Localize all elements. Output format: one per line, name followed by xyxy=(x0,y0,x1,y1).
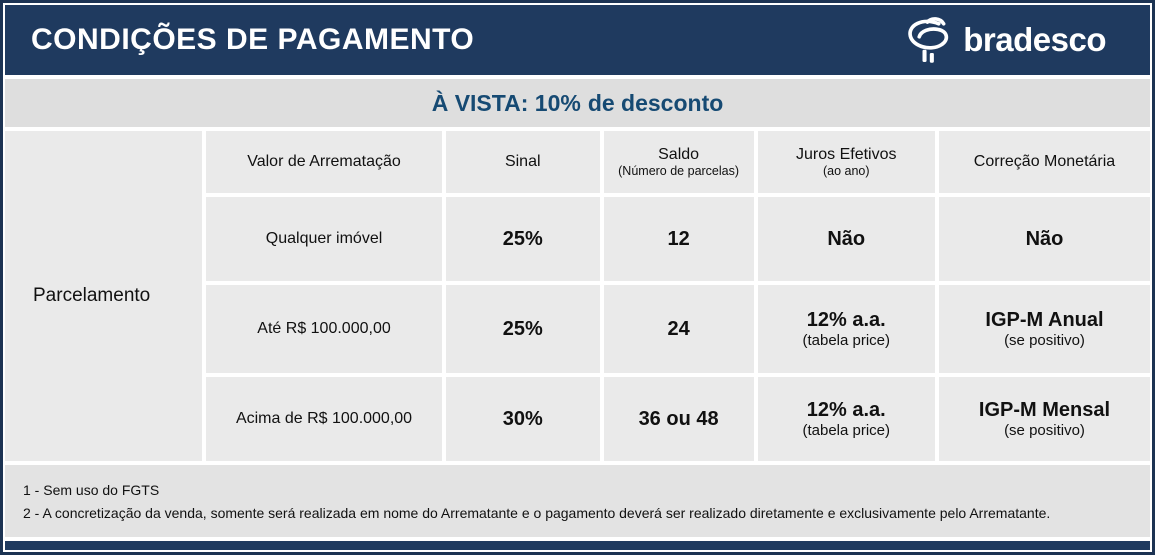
cell-juros-row3 xyxy=(758,377,935,461)
cell-value: IGP-M Anual xyxy=(985,309,1104,331)
cell-sinal-row2: 25% xyxy=(446,285,600,373)
cell-correcao-row3 xyxy=(939,377,1150,461)
cell-correcao-row2 xyxy=(939,285,1150,373)
column-header-sinal xyxy=(446,131,600,193)
row-label-parcelamento: Parcelamento xyxy=(5,131,202,461)
cell-valor-ate-100k: Até R$ 100.000,00 xyxy=(206,285,442,373)
cell-saldo-row3: 36 ou 48 xyxy=(604,377,754,461)
header-bar xyxy=(5,5,1150,75)
footnote-1: 1 - Sem uso do FGTS xyxy=(23,481,160,498)
cell-subvalue: (tabela price) xyxy=(802,332,891,349)
cell-saldo-row2: 24 xyxy=(604,285,754,373)
bottom-navy-bar xyxy=(5,541,1150,550)
cell-valor-qualquer-imovel: Qualquer imóvel xyxy=(206,197,442,281)
cell-subvalue: (tabela price) xyxy=(802,422,891,439)
column-header-label: Correção Monetária xyxy=(973,152,1116,170)
cell-valor-acima-100k: Acima de R$ 100.000,00 xyxy=(206,377,442,461)
cell-value: 12% a.a. xyxy=(806,309,886,331)
cell-juros-row2 xyxy=(758,285,935,373)
banner-strong-text: À VISTA: 10% xyxy=(431,89,581,116)
column-header-saldo xyxy=(604,131,754,193)
cell-subvalue: (se positivo) xyxy=(1004,422,1085,439)
footnote-2: 2 - A concretização da venda, somente será realizada em nome do Arrematante e o pagamento deverá ser realizado diretamente e exclusivamente pelo Arrematante. xyxy=(23,504,1051,521)
cell-sinal-row1: 25% xyxy=(446,197,600,281)
column-header-juros xyxy=(758,131,935,193)
cell-value: 12% a.a. xyxy=(806,399,886,421)
column-header-label: Valor de Arrematação xyxy=(247,152,401,170)
banner-rest-text: de desconto xyxy=(587,89,724,116)
column-header-sublabel: (Número de parcelas) xyxy=(618,164,740,178)
bradesco-tree-icon xyxy=(903,14,955,66)
column-header-valor xyxy=(206,131,442,193)
column-header-correcao xyxy=(939,131,1150,193)
column-header-label: Juros Efetivos xyxy=(796,145,897,163)
cell-correcao-row1: Não xyxy=(939,197,1150,281)
cell-sinal-row3: 30% xyxy=(446,377,600,461)
footnotes xyxy=(5,465,1150,537)
cash-discount-banner xyxy=(5,79,1150,127)
bradesco-wordmark: bradesco xyxy=(963,21,1106,58)
cell-value: IGP-M Mensal xyxy=(978,399,1111,421)
cell-juros-row1: Não xyxy=(758,197,935,281)
column-header-label: Saldo xyxy=(658,145,700,163)
bradesco-logo xyxy=(903,14,1106,66)
page-title: CONDIÇÕES DE PAGAMENTO xyxy=(31,23,475,56)
column-header-label: Sinal xyxy=(504,152,541,170)
installment-conditions-table xyxy=(5,131,1150,461)
cell-subvalue: (se positivo) xyxy=(1004,332,1085,349)
column-header-sublabel: (ao ano) xyxy=(822,164,870,178)
cell-saldo-row1: 12 xyxy=(604,197,754,281)
